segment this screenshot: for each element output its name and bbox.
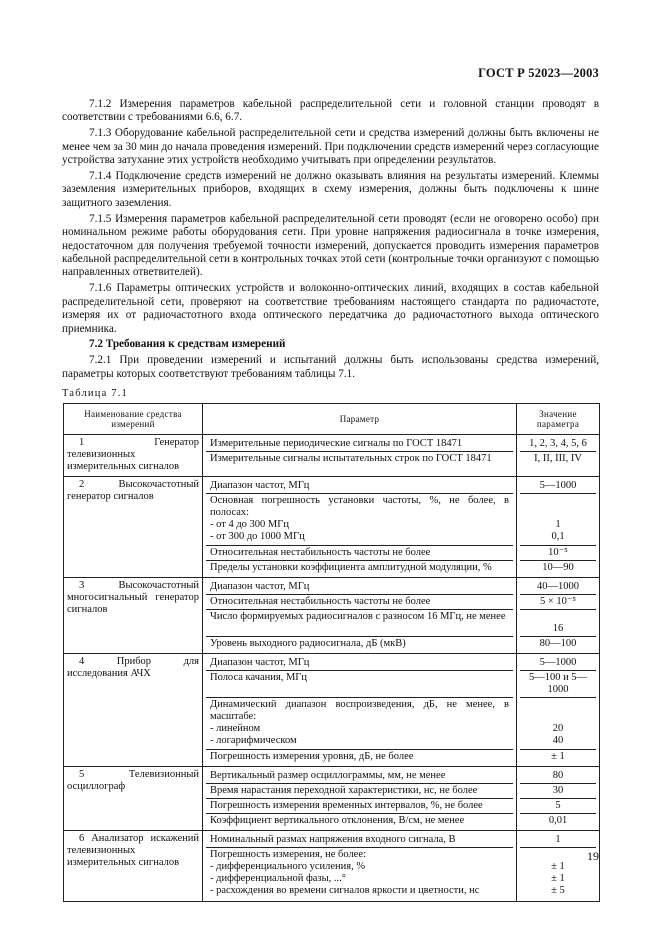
parameter-line: Полоса качания, МГц <box>210 671 307 683</box>
header-value: Значение параметра <box>517 404 600 435</box>
table-row <box>64 577 600 653</box>
table-header-row <box>64 404 600 435</box>
value-line: 10⁻⁵ <box>548 546 568 558</box>
parameter-item <box>206 783 513 798</box>
parameter-line: Относительная нестабильность частоты не более <box>210 546 431 558</box>
parameter-item <box>206 437 513 451</box>
parameter-line: - дифференциальной фазы, ...° <box>210 873 346 885</box>
value-item <box>520 493 596 545</box>
value-line <box>522 495 594 507</box>
parameter-cell <box>203 653 517 766</box>
paragraph-7-1-4: 7.1.4 Подключение средств измерений не должно оказывать влияния на результаты измерений. Клеммы заземления измерительных приборов, входящих в схему измерения, должны быть подключены к шине защитного заземления. <box>62 170 599 209</box>
value-item <box>520 451 596 466</box>
parameter-line: Уровень выходного радиосигнала, дБ (мкВ) <box>210 637 406 649</box>
parameter-cell <box>203 476 517 577</box>
parameter-line: Измерительные сигналы испытательных строк по ГОСТ 18471 <box>210 453 492 464</box>
parameter-line: Динамический диапазон воспроизведения, дБ, не менее, в масштабе: <box>210 698 509 722</box>
parameter-line: - от 300 до 1000 МГц <box>210 531 305 543</box>
parameter-item <box>206 670 513 697</box>
value-line: 1 <box>555 833 561 845</box>
value-line: 1, 2, 3, 4, 5, 6 <box>529 438 587 449</box>
value-cell <box>517 435 600 477</box>
value-line: 5—100 и 5—1000 <box>528 671 588 695</box>
parameter-item <box>206 769 513 783</box>
parameter-line: - логарифмическом <box>210 735 297 747</box>
parameter-item <box>206 594 513 609</box>
value-item <box>520 749 596 764</box>
device-name-cell: 5 Телевизионный осциллограф <box>64 766 203 830</box>
value-line: 80 <box>552 769 564 781</box>
header-device: Наименование средства измерений <box>64 404 203 435</box>
paragraph-7-2-1: 7.2.1 При проведении измерений и испытаний должны быть использованы средства измерений, параметры которых соответствуют требованиям таблицы 7.1. <box>62 354 599 380</box>
value-item <box>520 798 596 813</box>
device-name-cell: 1 Генератор телевизионных измерительных сигналов <box>64 435 203 477</box>
parameter-item <box>206 656 513 670</box>
value-item <box>520 437 596 451</box>
parameter-item <box>206 479 513 493</box>
value-cell <box>517 830 600 901</box>
parameter-line: - линейном <box>210 723 261 735</box>
parameter-line: Погрешность измерения, не более: <box>210 848 366 860</box>
parameter-item <box>206 609 513 636</box>
table-row <box>64 766 600 830</box>
value-cell <box>517 766 600 830</box>
parameter-item <box>206 493 513 545</box>
value-item <box>520 636 596 651</box>
value-item <box>520 769 596 783</box>
value-line: 10—90 <box>542 561 574 573</box>
parameter-line: Время нарастания переходной характеристики, нс, не более <box>210 784 478 796</box>
parameter-line: Номинальный размах напряжения входного сигнала, В <box>210 833 456 845</box>
parameter-item <box>206 749 513 764</box>
requirements-table <box>63 403 600 902</box>
table-caption: Таблица 7.1 <box>62 388 128 399</box>
parameter-item <box>206 636 513 651</box>
parameter-item <box>206 560 513 575</box>
parameter-line: Относительная нестабильность частоты не более <box>210 595 431 607</box>
value-line: 80—100 <box>539 637 577 649</box>
value-line: 5—1000 <box>539 479 577 491</box>
standard-code-header: ГОСТ Р 52023—2003 <box>478 66 599 80</box>
value-item <box>520 783 596 798</box>
value-line: I, II, III, IV <box>534 453 582 464</box>
value-item <box>520 594 596 609</box>
paragraph-7-1-2: 7.1.2 Измерения параметров кабельной распределительной сети и головной станции проводят в соответствии с требованиями 6.6, 6.7. <box>62 98 599 124</box>
parameter-item <box>206 697 513 749</box>
value-line: ± 5 <box>551 885 565 897</box>
value-line: 5 <box>555 799 561 811</box>
table-row <box>64 476 600 577</box>
value-line <box>522 611 594 623</box>
paragraph-7-1-6: 7.1.6 Параметры оптических устройств и волоконно-оптических линий, входящих в состав кабельной распределительной сети, проверяют на соответствие требованиям настоящего стандарта по радиочастоте, измеряя их от радиочастотного входа оптического передатчика до радиочастотного выхода оптического приемника. <box>62 282 599 335</box>
section-heading: 7.2 Требования к средствам измерений <box>89 338 286 351</box>
page-number: 19 <box>587 849 599 863</box>
device-name-cell: 2 Высокочастотный генератор сигналов <box>64 476 203 577</box>
value-line: 5 × 10⁻⁵ <box>539 595 577 607</box>
value-line: 40 <box>552 735 564 747</box>
value-line: ± 1 <box>551 750 565 762</box>
value-line <box>522 711 594 723</box>
parameter-item <box>206 580 513 594</box>
header-parameter: Параметр <box>203 404 517 435</box>
value-item <box>520 833 596 847</box>
parameter-line: Диапазон частот, МГц <box>210 580 310 592</box>
value-item <box>520 479 596 493</box>
value-cell <box>517 577 600 653</box>
table-row <box>64 435 600 477</box>
value-item <box>520 580 596 594</box>
device-name-cell: 4 Прибор для исследования АЧХ <box>64 653 203 766</box>
value-line: 0,1 <box>551 531 565 543</box>
table-row <box>64 653 600 766</box>
value-item <box>520 560 596 575</box>
value-item <box>520 697 596 749</box>
value-item <box>520 609 596 636</box>
table-row <box>64 830 600 901</box>
parameter-cell <box>203 435 517 477</box>
value-line <box>522 507 594 519</box>
value-line: 40—1000 <box>537 580 579 592</box>
parameter-line: - дифференциального усиления, % <box>210 860 366 872</box>
parameter-line: - расхождения во времени сигналов яркости и цветности, нс <box>210 885 480 897</box>
value-item <box>520 656 596 670</box>
parameter-cell <box>203 766 517 830</box>
value-cell <box>517 653 600 766</box>
parameter-item <box>206 813 513 828</box>
parameter-line: Диапазон частот, МГц <box>210 656 310 668</box>
parameter-line: Измерительные периодические сигналы по ГОСТ 18471 <box>210 438 463 449</box>
parameter-line: Основная погрешность установки частоты, %, не более, в полосах: <box>210 494 509 518</box>
parameter-line: Вертикальный размер осциллограммы, мм, не менее <box>210 769 446 781</box>
parameter-line: - от 4 до 300 МГц <box>210 519 289 531</box>
value-line <box>522 699 594 711</box>
parameter-item <box>206 847 513 899</box>
value-line: 30 <box>552 784 564 796</box>
parameter-cell <box>203 830 517 901</box>
value-line: 5—1000 <box>539 656 577 668</box>
parameter-line: Пределы установки коэффициента амплитудной модуляции, % <box>210 561 492 573</box>
value-line: 20 <box>552 722 564 734</box>
device-name-cell: 6 Анализатор искажений телевизионных измерительных сигналов <box>64 830 203 901</box>
parameter-item <box>206 545 513 560</box>
value-item <box>520 670 596 697</box>
parameter-line: Погрешность измерения временных интервалов, %, не более <box>210 799 483 811</box>
value-cell <box>517 476 600 577</box>
parameter-item <box>206 833 513 847</box>
value-line: ± 1 <box>551 873 565 884</box>
parameter-item <box>206 451 513 466</box>
parameter-line: Число формируемых радиосигналов с разносом 16 МГц, не менее <box>210 610 506 622</box>
value-line: ± 1 <box>551 860 565 872</box>
value-item <box>520 847 596 899</box>
value-item <box>520 545 596 560</box>
paragraph-7-1-5: 7.1.5 Измерения параметров кабельной распределительной сети проводят (если не оговорено особо) при номинальном режиме работы оборудования сети. При уровне напряжения радиосигнала в точке измерения, недостаточном для получения требуемой точности измерений, допускается проводить измерения параметров кабельной распределительной сети в контрольных точках этой сети (контрольные точки организуют с помощью направленных ответвителей). <box>62 212 599 279</box>
paragraph-7-1-3: 7.1.3 Оборудование кабельной распределительной сети и средства измерений должны быть включены не менее чем за 30 мин до начала проведения измерений. При подключении средств измерений через согласующие устройства затухание этих устройств необходимо учитывать при определении результатов. <box>62 127 599 167</box>
parameter-cell <box>203 577 517 653</box>
body-text <box>62 98 599 384</box>
device-name-cell: 3 Высокочастотный многосигнальный генератор сигналов <box>64 577 203 653</box>
parameter-line: Погрешность измерения уровня, дБ, не более <box>210 750 414 762</box>
parameter-item <box>206 798 513 813</box>
value-line: 0,01 <box>548 814 568 826</box>
value-line: 1 <box>555 518 561 530</box>
value-item <box>520 813 596 828</box>
parameter-line: Диапазон частот, МГц <box>210 479 310 491</box>
parameter-line: Коэффициент вертикального отклонения, В/см, не менее <box>210 814 465 826</box>
value-line <box>522 849 594 861</box>
value-line: 16 <box>552 622 564 634</box>
